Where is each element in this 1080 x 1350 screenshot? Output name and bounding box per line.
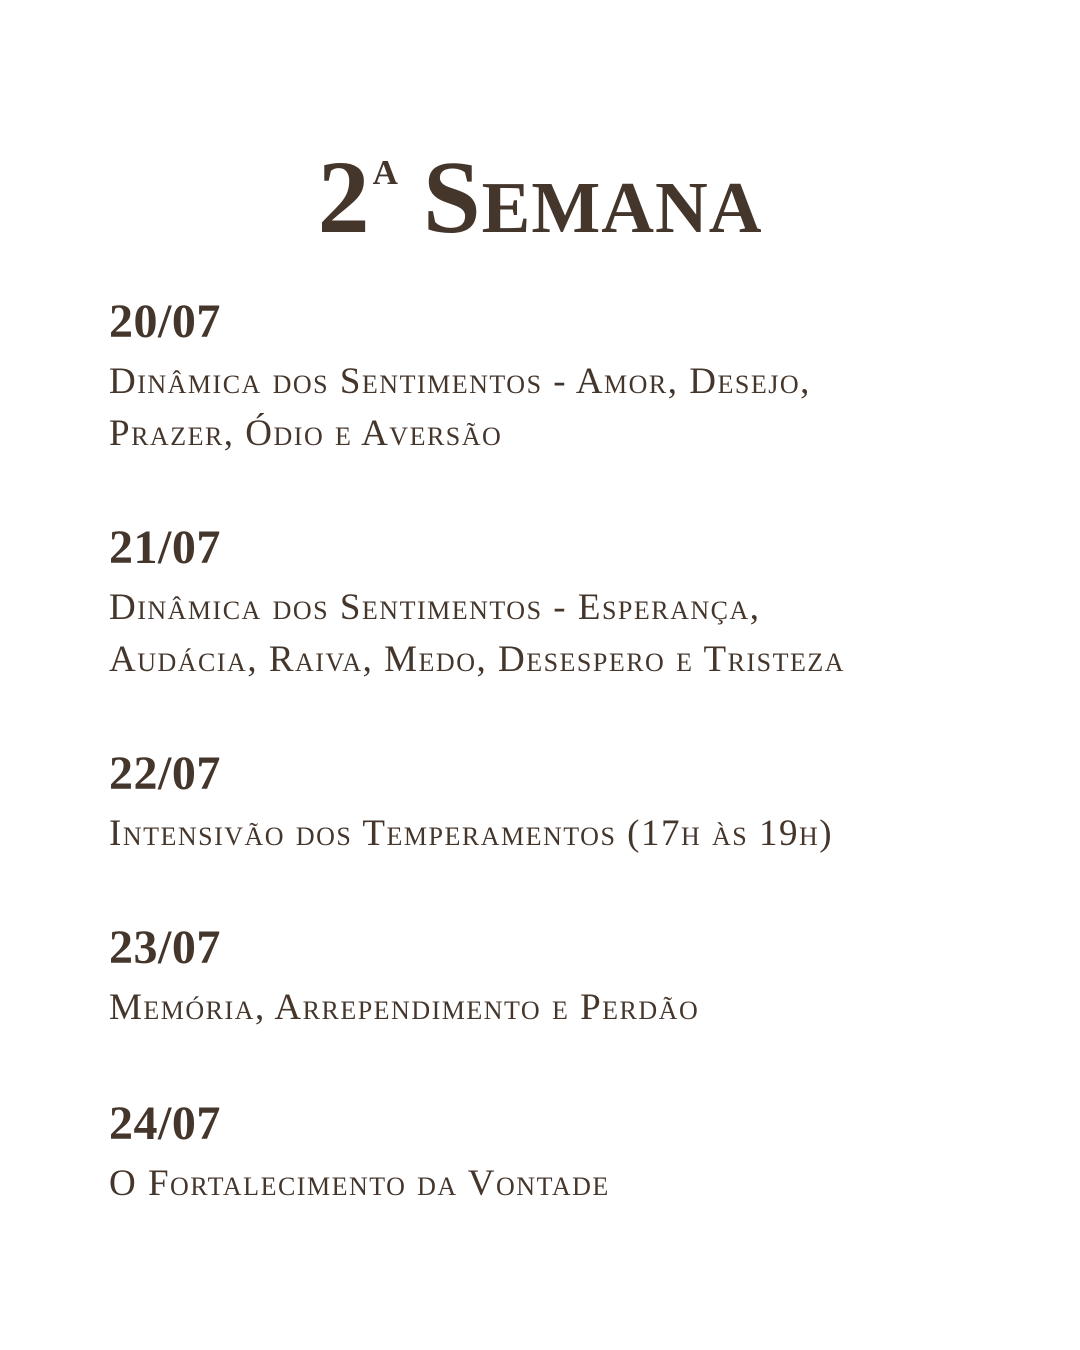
entry-description [109,1158,1009,1210]
schedule-entry-5 [109,1094,1009,1210]
entry-date: 21/07 [109,521,221,574]
schedule-entry-3 [109,744,1009,860]
entry-description-line: Dinâmica dos Sentimentos - Amor, Desejo, [109,361,811,402]
entry-description-line: Dinâmica dos Sentimentos - Esperança, [109,587,761,628]
entry-description [109,356,1009,460]
title-word: Semana [422,140,763,255]
entry-description [109,582,1009,686]
entry-date: 20/07 [109,295,221,348]
entry-description-line: O Fortalecimento da Vontade [109,1163,610,1204]
entry-date: 24/07 [109,1097,221,1150]
schedule-entry-1 [109,292,1009,460]
title-ordinal: a [372,139,399,195]
entry-description [109,982,1009,1034]
schedule-entry-2 [109,518,1009,686]
entry-description-line: Intensivão dos Temperamentos (17h às 19h) [109,813,834,854]
entry-description-line: Prazer, Ódio e Aversão [109,413,503,454]
entry-description-line: Memória, Arrependimento e Perdão [109,987,700,1028]
title-number: 2 [317,140,371,255]
schedule-entry-4 [109,918,1009,1034]
entry-date: 23/07 [109,921,221,974]
entry-description-line: Audácia, Raiva, Medo, Desespero e Tristeza [109,639,846,680]
page-title [0,112,1080,253]
entry-description [109,808,1009,860]
entry-date: 22/07 [109,747,221,800]
